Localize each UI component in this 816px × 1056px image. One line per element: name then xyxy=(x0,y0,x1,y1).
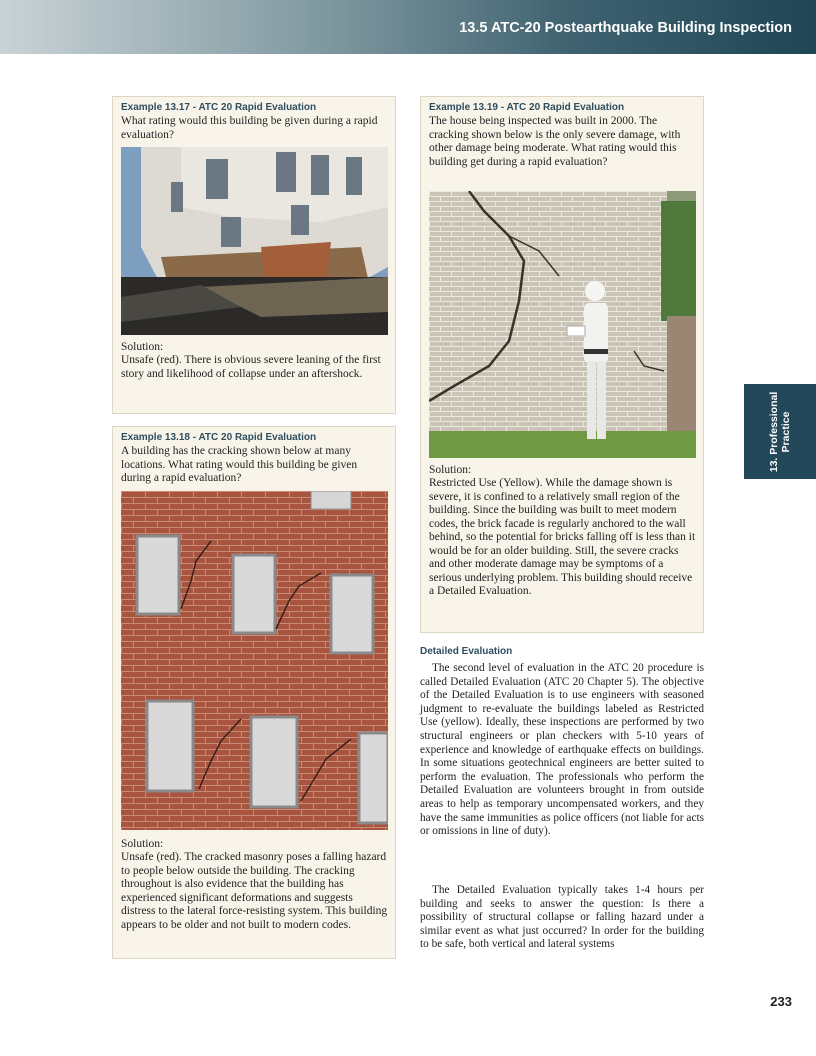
solution-label: Solution: xyxy=(429,464,472,476)
example-13-19-solution-text: Restricted Use (Yellow). While the damage shown is severe, it is confined to a relatively small region of the building. Since the building was built to meet modern codes, the brick facade is regularly anchored to the wall behind, so the potential for bricks falling off is less than it would be for an older building. Still, the severe cracks and other moderate damage may be symptoms of a serious underlying problem. This building should receive a Detailed Evaluation. xyxy=(429,477,696,597)
cracked-brick-wall-photo xyxy=(121,491,388,830)
body-paragraph-2: The Detailed Evaluation typically takes 1-4 hours per building and seeks to answer the question: Is there a possibility of structural collapse or falling hazard under a similar event as what just occurred? In order for the building to be safe, both vertical and lateral systems xyxy=(420,884,704,951)
section-heading-detailed-evaluation: Detailed Evaluation xyxy=(420,646,513,657)
chapter-tab-line2: Practice xyxy=(780,411,792,452)
example-13-18-title: Example 13.18 - ATC 20 Rapid Evaluation xyxy=(121,432,317,443)
example-13-19-title: Example 13.19 - ATC 20 Rapid Evaluation xyxy=(429,102,625,113)
page-number: 233 xyxy=(770,994,792,1009)
inspector-brick-crack-photo xyxy=(429,191,696,458)
example-13-18-solution-text: Unsafe (red). The cracked masonry poses a falling hazard to people below outside the building. The cracking throughout is also evidence that the building has experienced significant deformations and suggests distress to the lateral force-resisting system. This building appears to be older and not built to modern codes. xyxy=(121,851,388,931)
running-header-title: 13.5 ATC-20 Postearthquake Building Inspection xyxy=(459,20,792,36)
body-paragraph-1: The second level of evaluation in the ATC 20 procedure is called Detailed Evaluation (ATC 20 Chapter 5). The objective of the Detailed Evaluation is to use engineers with seasoned judgment to re-evaluate the buildings labeled as Restricted Use (yellow). Ideally, these inspections are performed by two structural engineers or plan checkers with 5-10 years of experience and knowledge of earthquake effects on buildings. In some situations geotechnical engineers are better suited to perform the evaluation. The professionals who perform the Detailed Evaluation are volunteers brought in from outside areas to help as temporary uncompensated workers, and they have the same immunities as police officers (not liable for acts or omissions in line of duty). xyxy=(420,662,704,838)
chapter-side-tab xyxy=(744,384,816,479)
example-13-17-box xyxy=(112,96,396,414)
example-13-19-box xyxy=(420,96,704,633)
example-13-18-solution xyxy=(121,837,389,932)
leaning-building-photo xyxy=(121,147,388,335)
example-13-18-question: A building has the cracking shown below at many locations. What rating would this building be given during a rapid evaluation? xyxy=(121,445,358,484)
solution-label: Solution: xyxy=(121,838,164,850)
solution-label: Solution: xyxy=(121,341,164,353)
example-13-18-box xyxy=(112,426,396,959)
example-13-19-solution xyxy=(429,463,697,599)
example-13-19-question: The house being inspected was built in 2000. The cracking shown below is the only severe damage, with other damage being moderate. What rating would this building get during a rapid evaluation? xyxy=(429,115,681,168)
chapter-tab-line1: 13. Professional xyxy=(768,391,780,472)
example-13-17-title: Example 13.17 - ATC 20 Rapid Evaluation xyxy=(121,102,317,113)
chapter-tab-label xyxy=(768,391,792,472)
header-banner xyxy=(0,0,816,54)
example-13-17-solution-text: Unsafe (red). There is obvious severe leaning of the first story and likelihood of collapse under an aftershock. xyxy=(121,354,381,380)
example-13-17-solution xyxy=(121,340,389,381)
example-13-17-question: What rating would this building be given during a rapid evaluation? xyxy=(121,115,378,141)
